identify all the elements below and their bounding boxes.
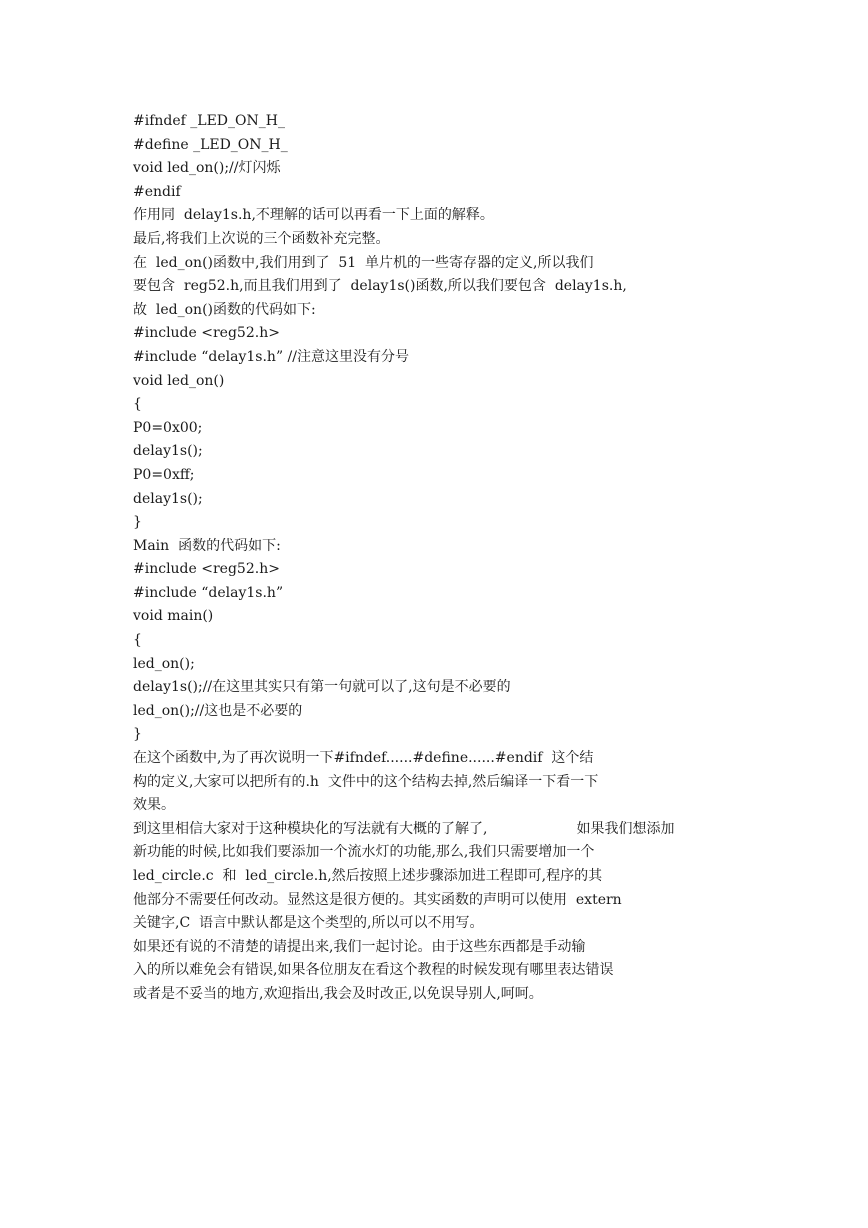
text-line: #include “delay1s.h” //注意这里没有分号 <box>133 348 409 365</box>
text-line: void led_on();//灯闪烁 <box>133 160 281 177</box>
text-line: 故 led_on()函数的代码如下: <box>133 301 316 318</box>
text-line: 在 led_on()函数中,我们用到了 51 单片机的一些寄存器的定义,所以我们 <box>133 254 594 271</box>
text-line: 在这个函数中,为了再次说明一下#ifndef......#define......#endif 这个结 <box>133 750 594 767</box>
text-line: #include “delay1s.h” <box>133 584 284 601</box>
text-line: void main() <box>133 608 214 625</box>
text-line: 效果。 <box>133 797 175 814</box>
document-body <box>133 110 833 1007</box>
text-line: { <box>133 632 142 649</box>
text-line: 关键字,C 语言中默认都是这个类型的,所以可以不用写。 <box>133 915 484 932</box>
text-line: delay1s();//在这里其实只有第一句就可以了,这句是不必要的 <box>133 679 511 696</box>
text-line: 到这里相信大家对于这种模块化的写法就有大概的了解了, 如果我们想添加 <box>133 820 675 837</box>
text-line: 最后,将我们上次说的三个函数补充完整。 <box>133 230 390 247</box>
text-line: 如果还有说的不清楚的请提出来,我们一起讨论。由于这些东西都是手动输 <box>133 938 586 955</box>
text-line: led_circle.c 和 led_circle.h,然后按照上述步骤添加进工程即可,程序的其 <box>133 868 603 884</box>
text-line: #include <reg52.h> <box>133 325 280 342</box>
text-line: { <box>133 396 142 413</box>
text-line: led_on(); <box>133 655 195 672</box>
text-line: 或者是不妥当的地方,欢迎指出,我会及时改正,以免误导别人,呵呵。 <box>133 985 543 1002</box>
text-line: 构的定义,大家可以把所有的.h 文件中的这个结构去掉,然后编译一下看一下 <box>133 773 599 790</box>
text-line: } <box>133 514 142 531</box>
text-line: 要包含 reg52.h,而且我们用到了 delay1s()函数,所以我们要包含 delay1s.h, <box>133 278 627 295</box>
text-line: 他部分不需要任何改动。显然这是很方便的。其实函数的声明可以使用 extern <box>133 891 622 908</box>
text-line: delay1s(); <box>133 443 203 460</box>
text-line: } <box>133 726 142 743</box>
text-line: 入的所以难免会有错误,如果各位朋友在看这个教程的时候发现有哪里表达错误 <box>133 962 614 979</box>
text-line: 作用同 delay1s.h,不理解的话可以再看一下上面的解释。 <box>133 207 494 224</box>
text-line: #endif <box>133 183 181 200</box>
text-line: P0=0xff; <box>133 466 195 483</box>
text-line: delay1s(); <box>133 490 203 507</box>
text-line: Main 函数的代码如下: <box>133 537 281 554</box>
text-line: P0=0x00; <box>133 419 203 436</box>
text-line: 新功能的时候,比如我们要添加一个流水灯的功能,那么,我们只需要增加一个 <box>133 844 595 861</box>
text-line: void led_on() <box>133 372 225 389</box>
text-line: led_on();//这也是不必要的 <box>133 702 303 719</box>
text-line: #include <reg52.h> <box>133 561 280 578</box>
text-line: #define _LED_ON_H_ <box>133 136 288 153</box>
text-line: #ifndef _LED_ON_H_ <box>133 113 285 129</box>
